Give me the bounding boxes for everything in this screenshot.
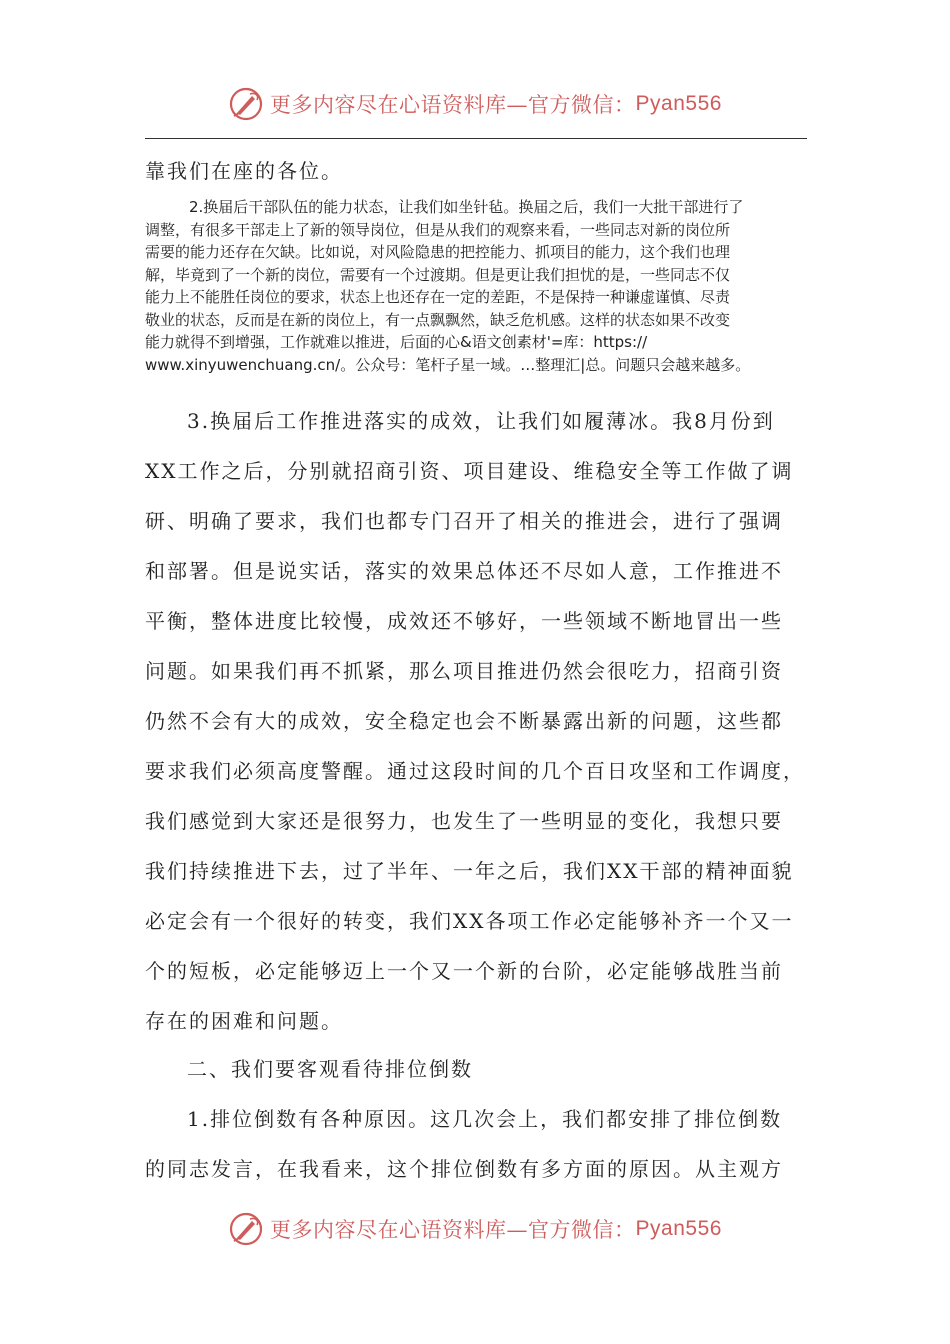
header-banner [0,82,950,126]
text-line: 2.换届后干部队伍的能力状态，让我们如坐针毡。换届之后，我们一大批干部进行了 [189,198,744,216]
text-line: 解，毕竟到了一个新的岗位，需要有一个过渡期。但是更让我们担忧的是，一些同志不仅 [145,265,731,284]
paragraph-2 [145,196,807,376]
text-line: 必定会有一个很好的转变，我们XX各项工作必定能够补齐一个又一 [145,909,794,933]
header-divider [145,138,807,139]
text-line: 仍然不会有大的成效，安全稳定也会不断暴露出新的问题，这些都 [145,709,783,733]
text-line: 3.换届后工作推进落实的成效，让我们如履薄冰。我8月份到 [187,409,775,433]
paragraph-3 [145,396,807,1046]
text-line: 能力就得不到增强，工作就难以推进，后面的心&语文创素材'=库：https:// [145,333,648,351]
text-line: 我们感觉到大家还是很努力，也发生了一些明显的变化，我想只要 [145,809,783,833]
text-line: 研、明确了要求，我们也都专门召开了相关的推进会，进行了强调 [145,509,783,533]
paragraph-4 [145,1094,807,1194]
text-line: 问题。如果我们再不抓紧，那么项目推进仍然会很吃力，招商引资 [145,659,783,683]
text-line: 调整，有很多干部走上了新的领导岗位，但是从我们的观察来看，一些同志对新的岗位所 [145,220,731,239]
banner-wechat-id: Pyan556 [635,1217,722,1240]
text-line: 存在的困难和问题。 [145,1009,343,1033]
banner-text: 更多内容尽在心语资料库—官方微信： [270,1218,636,1242]
text-line: 个的短板，必定能够迈上一个又一个新的台阶，必定能够战胜当前 [145,959,783,983]
text-line: 和部署。但是说实话，落实的效果总体还不尽如人意，工作推进不 [145,559,783,583]
text-line: 1.排位倒数有各种原因。这几次会上，我们都安排了排位倒数 [187,1107,783,1131]
banner-text: 更多内容尽在心语资料库—官方微信： [270,93,636,117]
quill-logo-icon [228,1211,264,1247]
banner-wechat-id: Pyan556 [635,92,722,115]
footer-banner [0,1207,950,1251]
section-heading: 二、我们要客观看待排位倒数 [187,1057,473,1081]
quill-logo-icon [228,86,264,122]
text-line: 敬业的状态，反而是在新的岗位上，有一点飘飘然，缺乏危机感。这样的状态如果不改变 [145,310,731,329]
text-line: 的同志发言，在我看来，这个排位倒数有多方面的原因。从主观方 [145,1157,783,1181]
text-line: XX工作之后，分别就招商引资、项目建设、维稳安全等工作做了调 [145,459,794,483]
text-line: www.xinyuwenchuang.cn/。公众号：笔杆子星一域。…整理汇|总。问题只会越来越多。 [145,355,751,374]
text-line: 平衡，整体进度比较慢，成效还不够好，一些领域不断地冒出一些 [145,609,783,633]
text-line: 我们持续推进下去，过了半年、一年之后，我们XX干部的精神面貌 [145,859,794,883]
text-line: 能力上不能胜任岗位的要求，状态上也还存在一定的差距，不是保持一种谦虚谨慎、尽责 [145,288,731,306]
text-line: 需要的能力还存在欠缺。比如说，对风险隐患的把控能力、抓项目的能力，这个我们也理 [145,243,731,261]
text-line: 要求我们必须高度警醒。通过这段时间的几个百日攻坚和工作调度， [145,759,805,783]
intro-paragraph: 靠我们在座的各位。 [145,159,343,183]
